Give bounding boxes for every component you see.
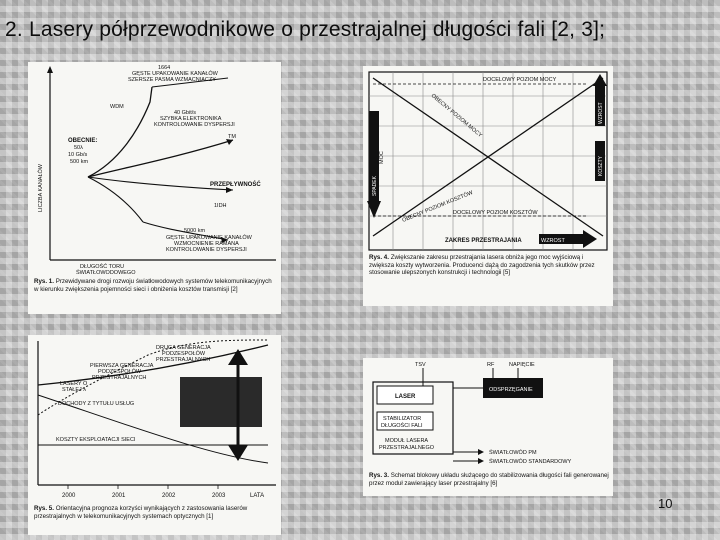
fig3-rf: RF <box>487 362 495 368</box>
fig5-caption-lead: Rys. 5. <box>34 505 54 512</box>
fig5-label3b: STAŁEJ λ <box>62 387 87 393</box>
fig1-caption-lead: Rys. 1. <box>34 278 54 285</box>
fig5-label2b: PODZESPOŁÓW <box>98 369 142 375</box>
fig5-year-2: 2002 <box>162 493 176 499</box>
slide-title: 2. Lasery półprzewodnikowe o przestrajalnej długości fali [2, 3]; <box>5 18 606 41</box>
fig1-label-tdh: 1IDH <box>214 203 227 209</box>
fig5-dark-block <box>180 377 262 427</box>
fig1-curve-down <box>88 177 143 222</box>
fig3-stab: STABILIZATOR <box>383 416 422 422</box>
fig1-label-top2: GĘSTE UPAKOWANIE KANAŁÓW <box>132 71 218 77</box>
fig1-x-label: DŁUGOŚĆ TORU <box>80 264 125 270</box>
fig3-caption-lead: Rys. 3. <box>369 472 389 479</box>
figure-1-graph <box>28 62 281 314</box>
fig5-caption-text: Orientacyjna prognoza korzyści wynikających z zastosowania laserów przestrajalnych w telekomunikacyjnych systemach optycznych [1] <box>34 505 248 520</box>
fig4-label-koszty: KOSZTY <box>598 155 604 176</box>
fig5-year-4: LATA <box>250 493 265 499</box>
fig5-label1b: PODZESPOŁÓW <box>162 351 206 357</box>
fig1-x-label2: ŚWIATŁOWODOWEGO <box>76 270 136 276</box>
fig5-label1c: PRZESTRAJALNYCH <box>156 357 211 363</box>
fig3-modul2: PRZESTRAJALNEGO <box>379 445 435 451</box>
fig1-label-obecnie: OBECNIE: <box>68 138 98 144</box>
fig3-stab2: DŁUGOŚCI FALI <box>381 423 423 429</box>
figure-5-panel <box>28 335 281 535</box>
fig1-label-obecnie4: 500 km <box>70 159 89 165</box>
fig3-modul: MODUŁ LASERA <box>385 438 429 444</box>
fig1-label-obecnie2: 50λ <box>74 145 83 151</box>
figure-4-caption <box>369 254 609 277</box>
fig1-label-gbits: 40 Gbit/s <box>174 110 197 116</box>
figure-3-panel <box>363 358 613 496</box>
fig3-tsv: TSV <box>415 362 426 368</box>
fig1-label-gbits3: KONTROLOWANIE DYSPERSJI <box>154 122 235 128</box>
page-number: 10 <box>658 496 673 511</box>
fig5-label2c: PRZESTRAJALNYCH <box>92 375 147 381</box>
fig4-label-moc-axis: MOC <box>379 151 385 164</box>
fig5-label3: LASERY O <box>60 381 88 387</box>
fig1-label-top: 1664 <box>158 65 171 71</box>
fig1-label-przeplywnosc: PRZEPŁYWNOŚĆ <box>210 182 261 188</box>
figure-4-panel <box>363 66 613 306</box>
figure-5-caption <box>34 505 274 520</box>
fig1-caption-text: Przewidywane drogi rozwoju światłowodowych systemów telekomunikacyjnych w kierunku zwiększenia pojemności sieci i obniżenia kosztów transmisji [2] <box>34 278 272 293</box>
fig3-caption-text: Schemat blokowy układu służącego do stabilizowania długości fali generowanej przez moduł zawierający laser przestrajalny [6] <box>369 472 609 487</box>
fig4-x-label-wzrost: WZROST <box>541 238 565 244</box>
fig1-label-bottom1: GĘSTE UPAKOWANIE KANAŁÓW <box>166 235 252 241</box>
fig5-dochody: DOCHODY Z TYTUŁU USŁUG <box>58 401 135 407</box>
fig1-label-bottom2: WZMOCNIENIE RAMANA <box>174 241 239 247</box>
fig3-std: ŚWIATŁOWÓD STANDARDOWY <box>489 459 572 465</box>
fig4-x-label: ZAKRES PRZESTRAJANIA <box>445 238 522 244</box>
fig1-curve-tm <box>88 140 233 177</box>
fig4-caption-text: Zwiększanie zakresu przestrajania lasera obniża jego moc wyjściową i zwiększa koszty wytworzenia. Producenci dążą do zagodzenia tych skutków przez stosowanie ulepszonych konstrukcji i technologii [5] <box>369 254 595 277</box>
fig3-napiecie: NAPIĘCIE <box>509 362 535 368</box>
fig1-label-top3: SZERSZE PASMA WZMACNIACZY <box>128 77 216 83</box>
fig3-laser: LASER <box>395 394 416 400</box>
fig5-label1: DRUGA GENERACJA <box>156 345 211 351</box>
fig3-pm: ŚWIATŁOWÓD PM <box>489 450 537 456</box>
fig5-year-0: 2000 <box>62 493 76 499</box>
fig3-odsprzeganie: ODSPRZĘGANIE <box>489 387 533 393</box>
fig4-caption-lead: Rys. 4. <box>369 254 389 261</box>
fig4-label-moc2: OBECNY POZIOM MOCY <box>429 92 483 139</box>
fig1-y-label: LICZBA KANAŁÓW <box>38 164 44 212</box>
fig1-label-obecnie3: 10 Gb/s <box>68 152 88 158</box>
fig5-label2: PIERWSZA GENERACJA <box>90 363 154 369</box>
fig5-year-3: 2003 <box>212 493 226 499</box>
fig1-label-gbits2: SZYBKA ELEKTRONIKA <box>160 116 222 122</box>
figure-1-caption <box>34 278 274 293</box>
fig4-label-moc: DOCELOWY POZIOM MOCY <box>483 77 557 83</box>
fig4-label-koszt: OBECNY POZIOM KOSZTÓW <box>401 189 474 224</box>
fig1-label-bottom3: KONTROLOWANIE DYSPERSJI <box>166 247 247 253</box>
figure-1-panel <box>28 62 281 314</box>
fig4-label-koszt2: DOCELOWY POZIOM KOSZTÓW <box>453 210 538 216</box>
figure-3-caption <box>369 472 609 487</box>
fig4-label-spadek: SPADEK <box>372 176 378 196</box>
fig4-label-wzrost: WZROST <box>598 102 604 124</box>
fig1-label-tm: TM <box>228 134 236 140</box>
fig5-koszty: KOSZTY EKSPLOATACJI SIECI <box>56 437 136 443</box>
fig1-label-km: 5000 km <box>184 228 206 234</box>
fig5-year-1: 2001 <box>112 493 126 499</box>
fig1-label-wdm: WDM <box>110 104 124 110</box>
